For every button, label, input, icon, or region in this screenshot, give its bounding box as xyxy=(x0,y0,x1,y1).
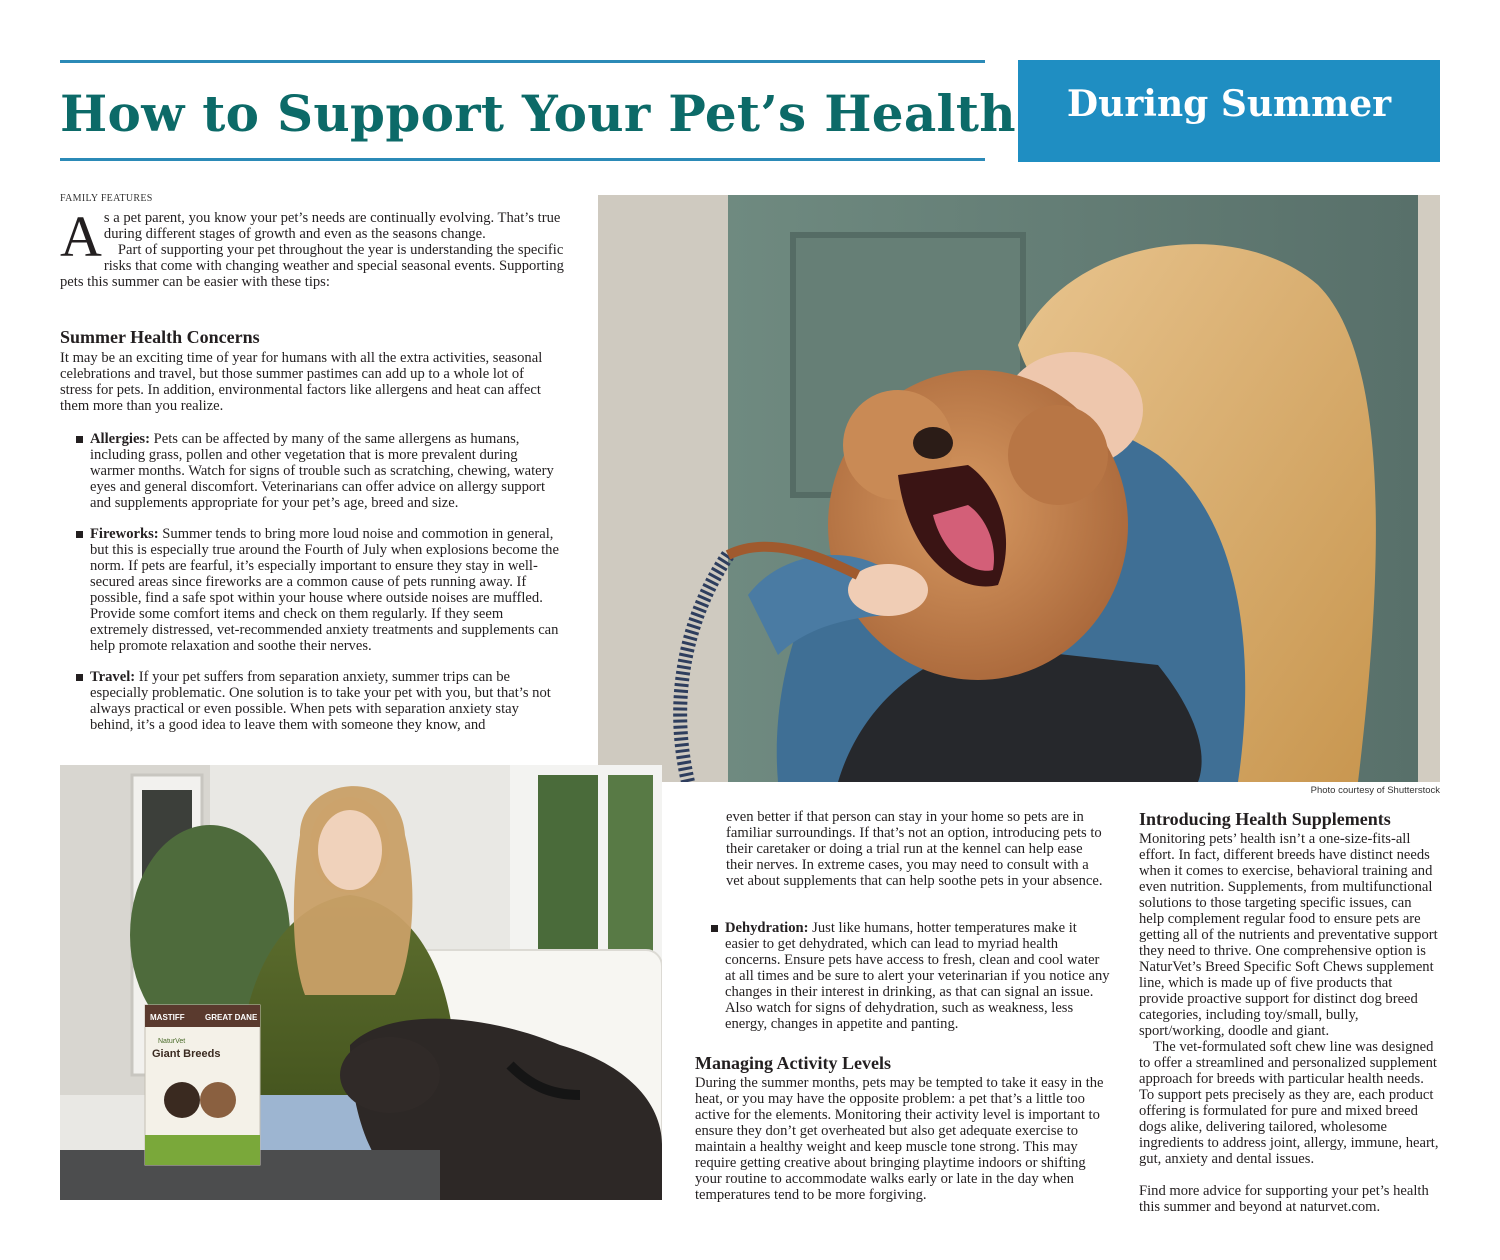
main-photo-illustration xyxy=(598,195,1440,782)
package-title: Giant Breeds xyxy=(152,1048,221,1060)
bullet-square xyxy=(711,925,718,932)
byline: FAMILY FEATURES xyxy=(60,193,153,204)
bullet-term: Fireworks: xyxy=(90,526,159,542)
photo-credit: Photo courtesy of Shutterstock xyxy=(1310,785,1440,796)
drop-cap: A xyxy=(60,204,102,269)
supplements-paragraph-1: Monitoring pets’ health isn’t a one-size-fits-all effort. In fact, different breeds have distinct needs when it comes to exercise, behavioral training and even nutrition. Supplements, from multifunctional solutions to those targeting specific issues, can help complement regular food to ensure pets are getting all of the nutrients and preventative support they need to thrive. One comprehensive option is NaturVet’s Breed Specific Soft Chews supplement line, which is made up of five products that provide proactive support for distinct dog breed categories, including toy/small, bully, sport/working, doodle and giant. xyxy=(1139,831,1438,1039)
bullet-square xyxy=(76,531,83,538)
bullet-text: Summer tends to bring more loud noise and commotion in general, but this is especially true around the Fourth of July when explosions become the norm. If pets are fearful, it’s especially important to ensure they stay in well-secured areas since fireworks are a common cause of pets running away. If possible, find a safe spot within your house where outside noises are muffled. Provide some comfort items and check on them regularly. If they seem extremely distressed, vet-recommended anxiety treatments and supplements can help promote relaxation and soothe their nerves. xyxy=(90,526,559,654)
intro xyxy=(60,204,570,290)
intro-p1-text: s a pet parent, you know your pet’s needs are continually evolving. That’s true during different stages of growth and even as the seasons change. xyxy=(103,210,561,242)
activity-paragraph: During the summer months, pets may be tempted to take it easy in the heat, or you may have the opposite problem: a pet that’s a little too active for the elements. Monitoring their activity level is important to ensure they don’t get overheated but also get adequate exercise to maintain a healthy weight and keep muscle tone strong. This may require getting creative about bringing playtime indoors or shifting your routine to accommodate walks early or late in the day when temperatures tend to be more forgiving. xyxy=(695,1075,1104,1203)
bullet-allergies xyxy=(76,431,560,511)
supplements-paragraph-2: The vet-formulated soft chew line was designed to offer a streamlined and personalized supplement approach for breeds with particular health needs. To support pets precisely as they are, each product offering is formulated for pure and mixed breed dogs alike, delivering tailored, wholesome ingredients to address joint, allergy, immune, heart, gut, anxiety and dental issues. xyxy=(1139,1039,1439,1167)
bullet-dehydration xyxy=(711,920,1110,1032)
bullet-text: If your pet suffers from separation anxiety, summer trips can be especially problematic. One solution is to take your pet with you, but that’s not always practical or even possible. When pets with separation anxiety stay behind, it’s a good idea to leave them with someone they know, and xyxy=(90,669,551,733)
second-photo-woman-great-dane xyxy=(60,765,662,1200)
bullet-fireworks xyxy=(76,526,560,654)
second-photo-illustration xyxy=(60,765,662,1200)
package-label-right: GREAT DANE xyxy=(205,1013,258,1022)
banner-text: During Summer xyxy=(1066,83,1392,125)
bullet-term: Dehydration: xyxy=(725,920,809,936)
headline-top-rule xyxy=(60,60,985,63)
supplements-heading: Introducing Health Supplements xyxy=(1139,809,1391,829)
package-brand: NaturVet xyxy=(158,1038,186,1045)
supplement-package xyxy=(145,1005,260,1165)
main-photo-woman-dog xyxy=(598,195,1440,782)
travel-continued: even better if that person can stay in your home so pets are in familiar surroundings. If that’s not an option, introducing pets to their caretaker or doing a trial run at the kennel can help ease their nerves. In extreme cases, you may need to consult with a vet about supplements that can help soothe pets in your absence. xyxy=(726,809,1103,889)
intro-paragraph-2: Part of supporting your pet throughout the year is understanding the specific risks that come with changing weather and special seasonal events. Supporting pets this summer can be easier with these tips: xyxy=(60,242,564,290)
headline-bottom-rule xyxy=(60,158,985,161)
bullet-term: Allergies: xyxy=(90,431,150,447)
summer-concerns-paragraph: It may be an exciting time of year for humans with all the extra activities, seasonal celebrations and travel, but those summer pastimes can add up to a whole lot of stress for pets. In addition, environmental factors like allergens and heat can affect them more than you realize. xyxy=(60,350,543,414)
bullet-square xyxy=(76,674,83,681)
supplements-paragraph-3: Find more advice for supporting your pet’s health this summer and beyond at naturvet.com. xyxy=(1139,1183,1429,1215)
bullet-text: Pets can be affected by many of the same allergens as humans, including grass, pollen and other vegetation that is more prevalent during warmer months. Watch for signs of trouble such as scratching, chewing, watery eyes and general discomfort. Veterinarians can offer advice on allergy support and supplements appropriate for your pet’s age, breed and size. xyxy=(90,431,554,511)
bullet-term: Travel: xyxy=(90,669,136,685)
summer-concerns-heading: Summer Health Concerns xyxy=(60,327,260,347)
package-label-left: MASTIFF xyxy=(150,1013,185,1022)
bullet-square xyxy=(76,436,83,443)
bullet-text: Just like humans, hotter temperatures make it easier to get dehydrated, which can lead to myriad health concerns. Ensure pets have access to fresh, clean and cool water at all times and be sure to alert your veterinarian if you notice any changes in their interest in drinking, as that can signal an issue. Also watch for signs of dehydration, such as weakness, less energy, changes in appetite and panting. xyxy=(725,920,1110,1032)
activity-heading: Managing Activity Levels xyxy=(695,1053,891,1073)
headline: How to Support Your Pet’s Health xyxy=(60,84,1016,143)
bullet-travel xyxy=(76,669,556,733)
subtitle-banner xyxy=(1018,60,1440,162)
supplements-body xyxy=(1139,831,1439,1215)
